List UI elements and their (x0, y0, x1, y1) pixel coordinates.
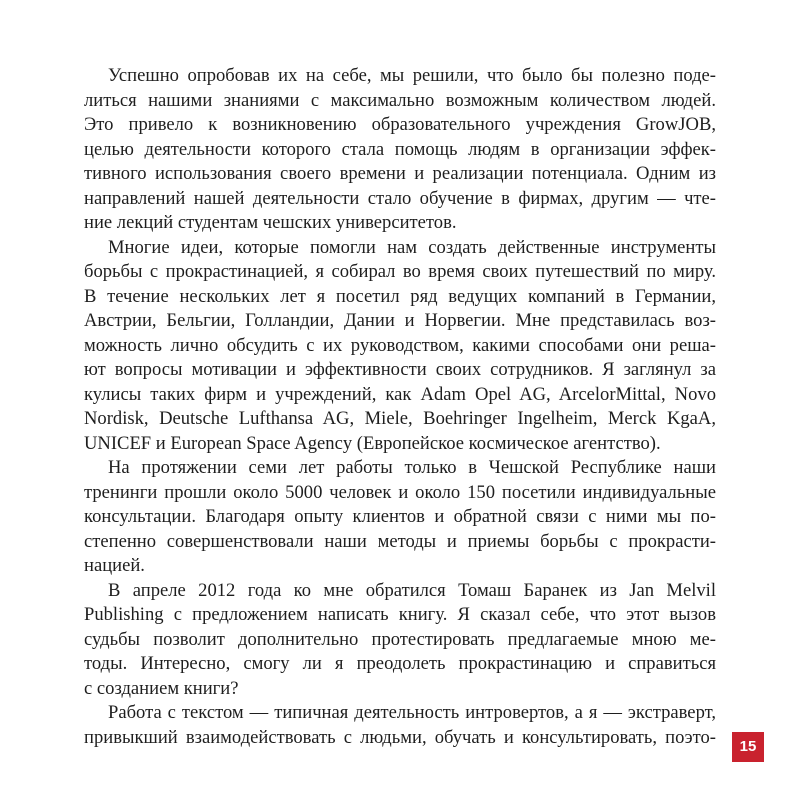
text-line: тоды. Интересно, смогу ли я преодолеть прокрастинацию и справиться (84, 653, 716, 674)
text-line: В апреле 2012 года ко мне обратился Томаш Баранек из Jan Melvil (108, 579, 716, 601)
text-line: ют вопросы мотивации и эффективности своих сотрудников. Я заглянул за (84, 359, 716, 380)
text-line: судьбы позволит дополнительно протестировать предлагаемые мною ме- (84, 628, 716, 650)
text-line: тивного использования своего времени и реализации потенциала. Одним из (84, 163, 716, 184)
text-line: с созданием книги? (84, 677, 239, 699)
text-line: В течение нескольких лет я посетил ряд ведущих компаний в Германии, (84, 285, 716, 307)
text-line: целью деятельности которого стала помощь людям в организации эффек- (84, 138, 716, 160)
body-text (84, 64, 716, 750)
text-line: Работа с текстом — типичная деятельность интровертов, а я — экстраверт, (108, 702, 716, 723)
text-line: литься нашими знаниями с максимально возможным количеством людей. (84, 89, 716, 111)
text-line: привыкший взаимодействовать с людьми, обучать и консультировать, поэто- (84, 726, 716, 748)
text-line: можность лично обсудить с их руководством, какими способами они реша- (84, 334, 716, 356)
text-line: Австрии, Бельгии, Голландии, Дании и Норвегии. Мне представилась воз- (84, 310, 716, 331)
text-line: Nordisk, Deutsche Lufthansa AG, Miele, Boehringer Ingelheim, Merck KgaA, (84, 408, 716, 429)
text-line: степенно совершенствовали наши методы и приемы борьбы с прокрасти- (84, 530, 716, 552)
text-line: ние лекций студентам чешских университетов. (84, 212, 457, 233)
text-line: Успешно опробовав их на себе, мы решили, что было бы полезно поде- (108, 65, 716, 86)
text-line: направлений нашей деятельности стало обучение в фирмах, другим — чте- (84, 187, 716, 209)
text-line: тренинги прошли около 5000 человек и около 150 посетили индивидуальные (84, 481, 716, 503)
text-line: На протяжении семи лет работы только в Чешской Республике наши (108, 457, 716, 478)
text-line: UNICEF и European Space Agency (Европейское космическое агентство). (84, 432, 661, 454)
text-line: Это привело к возникновению образовательного учреждения GrowJOB, (84, 114, 716, 135)
text-line: кулисы таких фирм и учреждений, как Adam Opel AG, ArcelorMittal, Novo (84, 383, 716, 405)
page-number-badge: 15 (732, 732, 764, 762)
text-line: Publishing с предложением написать книгу. Я сказал себе, что этот вызов (84, 604, 716, 625)
text-line: Многие идеи, которые помогли нам создать действенные инструменты (108, 236, 716, 258)
text-line: борьбы с прокрастинацией, я собирал во время своих путешествий по миру. (84, 261, 716, 282)
text-line: нацией. (84, 555, 145, 576)
text-line: консультации. Благодаря опыту клиентов и обратной связи с ними мы по- (84, 506, 716, 527)
